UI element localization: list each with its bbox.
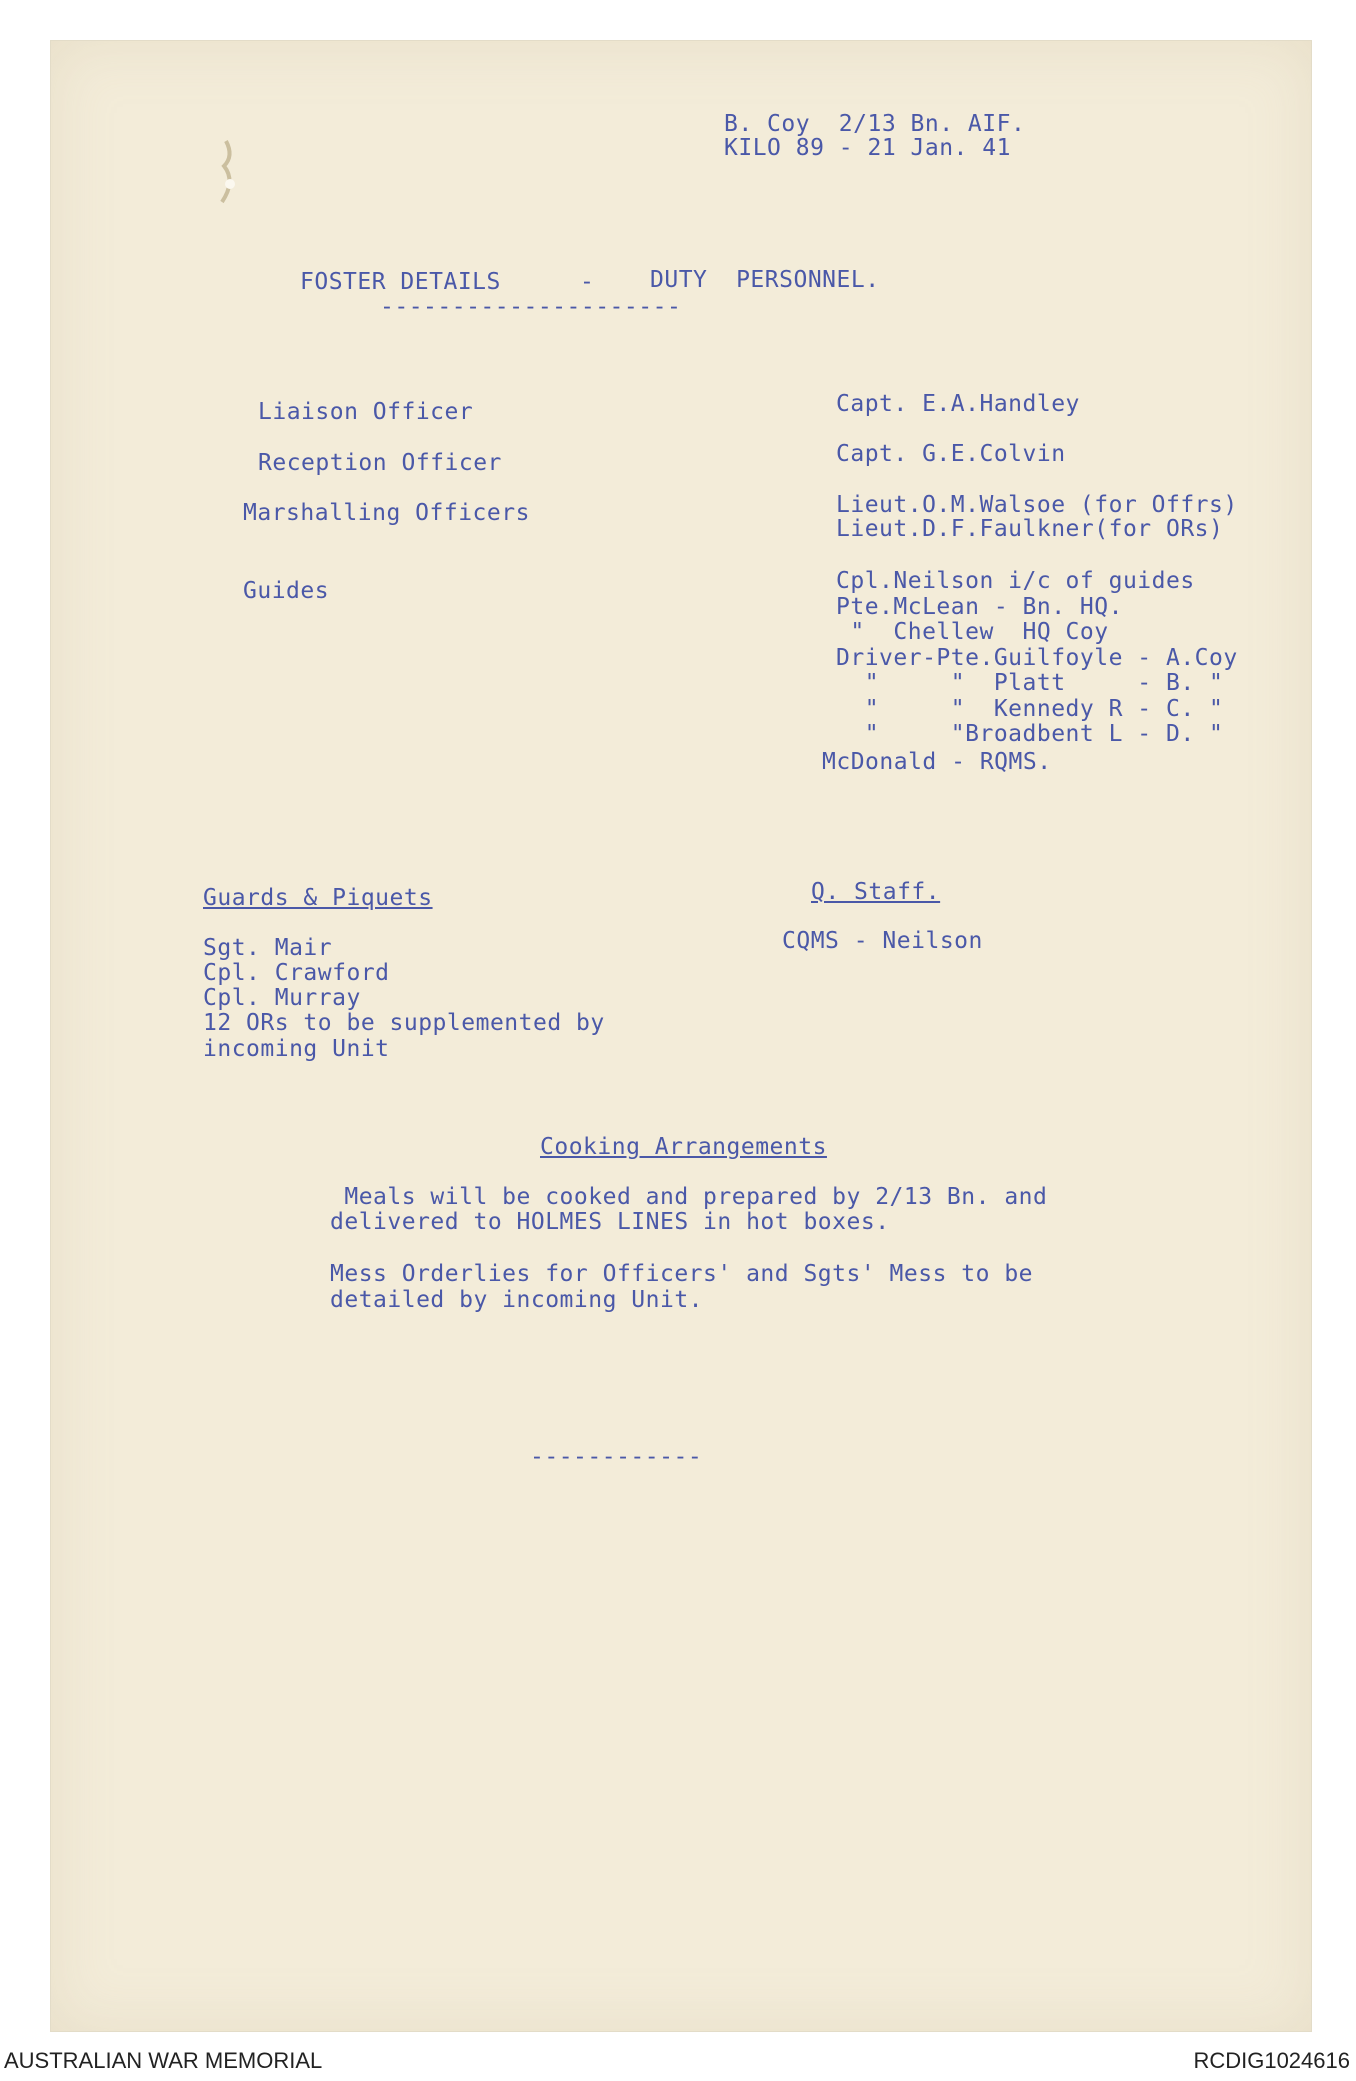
role-marshalling: Marshalling Officers	[243, 500, 530, 526]
title-left: FOSTER DETAILS	[300, 269, 501, 295]
guide-line: McDonald - RQMS.	[822, 749, 1052, 775]
cooking-para1-line: Meals will be cooked and prepared by 2/13 Bn. and	[330, 1184, 1048, 1210]
guards-line: 12 ORs to be supplemented by	[203, 1010, 605, 1036]
guide-line: Pte.McLean - Bn. HQ.	[836, 594, 1123, 620]
title-right: DUTY PERSONNEL.	[650, 267, 880, 293]
guards-line: Cpl. Murray	[203, 985, 361, 1011]
role-reception: Reception Officer	[258, 450, 502, 476]
title-dash: -	[580, 269, 595, 295]
qstaff-line: CQMS - Neilson	[782, 928, 983, 954]
guards-heading: Guards & Piquets	[203, 885, 433, 911]
qstaff-heading: Q. Staff.	[811, 879, 941, 905]
guide-line: " " Kennedy R - C. "	[836, 696, 1224, 722]
role-guides: Guides	[243, 578, 330, 604]
paper-tear-mark	[216, 136, 244, 206]
marshalling-name-1: Lieut.O.M.Walsoe (for Offrs)	[836, 492, 1238, 518]
cooking-heading: Cooking Arrangements	[540, 1134, 827, 1160]
guards-line: Cpl. Crawford	[203, 960, 390, 986]
guide-line: " " Platt - B. "	[836, 670, 1224, 696]
guide-line: " Chellew HQ Coy	[836, 619, 1109, 645]
cooking-para2-line: Mess Orderlies for Officers' and Sgts' Mess to be	[330, 1261, 1034, 1287]
end-rule: ------------	[530, 1444, 703, 1470]
guide-line: " "Broadbent L - D. "	[836, 721, 1224, 747]
guards-line: Sgt. Mair	[203, 935, 333, 961]
guards-line: incoming Unit	[203, 1036, 390, 1062]
guide-line: Cpl.Neilson i/c of guides	[836, 568, 1195, 594]
footer-source: AUSTRALIAN WAR MEMORIAL	[4, 2048, 323, 2073]
header-date: KILO 89 - 21 Jan. 41	[724, 135, 1011, 161]
title-underline: ---------------------	[380, 294, 682, 320]
cooking-para1-line: delivered to HOLMES LINES in hot boxes.	[330, 1209, 890, 1235]
footer-id: RCDIG1024616	[1193, 2048, 1350, 2073]
header-unit: B. Coy 2/13 Bn. AIF.	[724, 111, 1026, 137]
cooking-para2-line: detailed by incoming Unit.	[330, 1287, 704, 1313]
guide-line: Driver-Pte.Guilfoyle - A.Coy	[836, 645, 1238, 671]
reception-name: Capt. G.E.Colvin	[836, 441, 1066, 467]
marshalling-name-2: Lieut.D.F.Faulkner(for ORs)	[836, 516, 1224, 542]
liaison-name: Capt. E.A.Handley	[836, 391, 1080, 417]
role-liaison: Liaison Officer	[258, 399, 474, 425]
